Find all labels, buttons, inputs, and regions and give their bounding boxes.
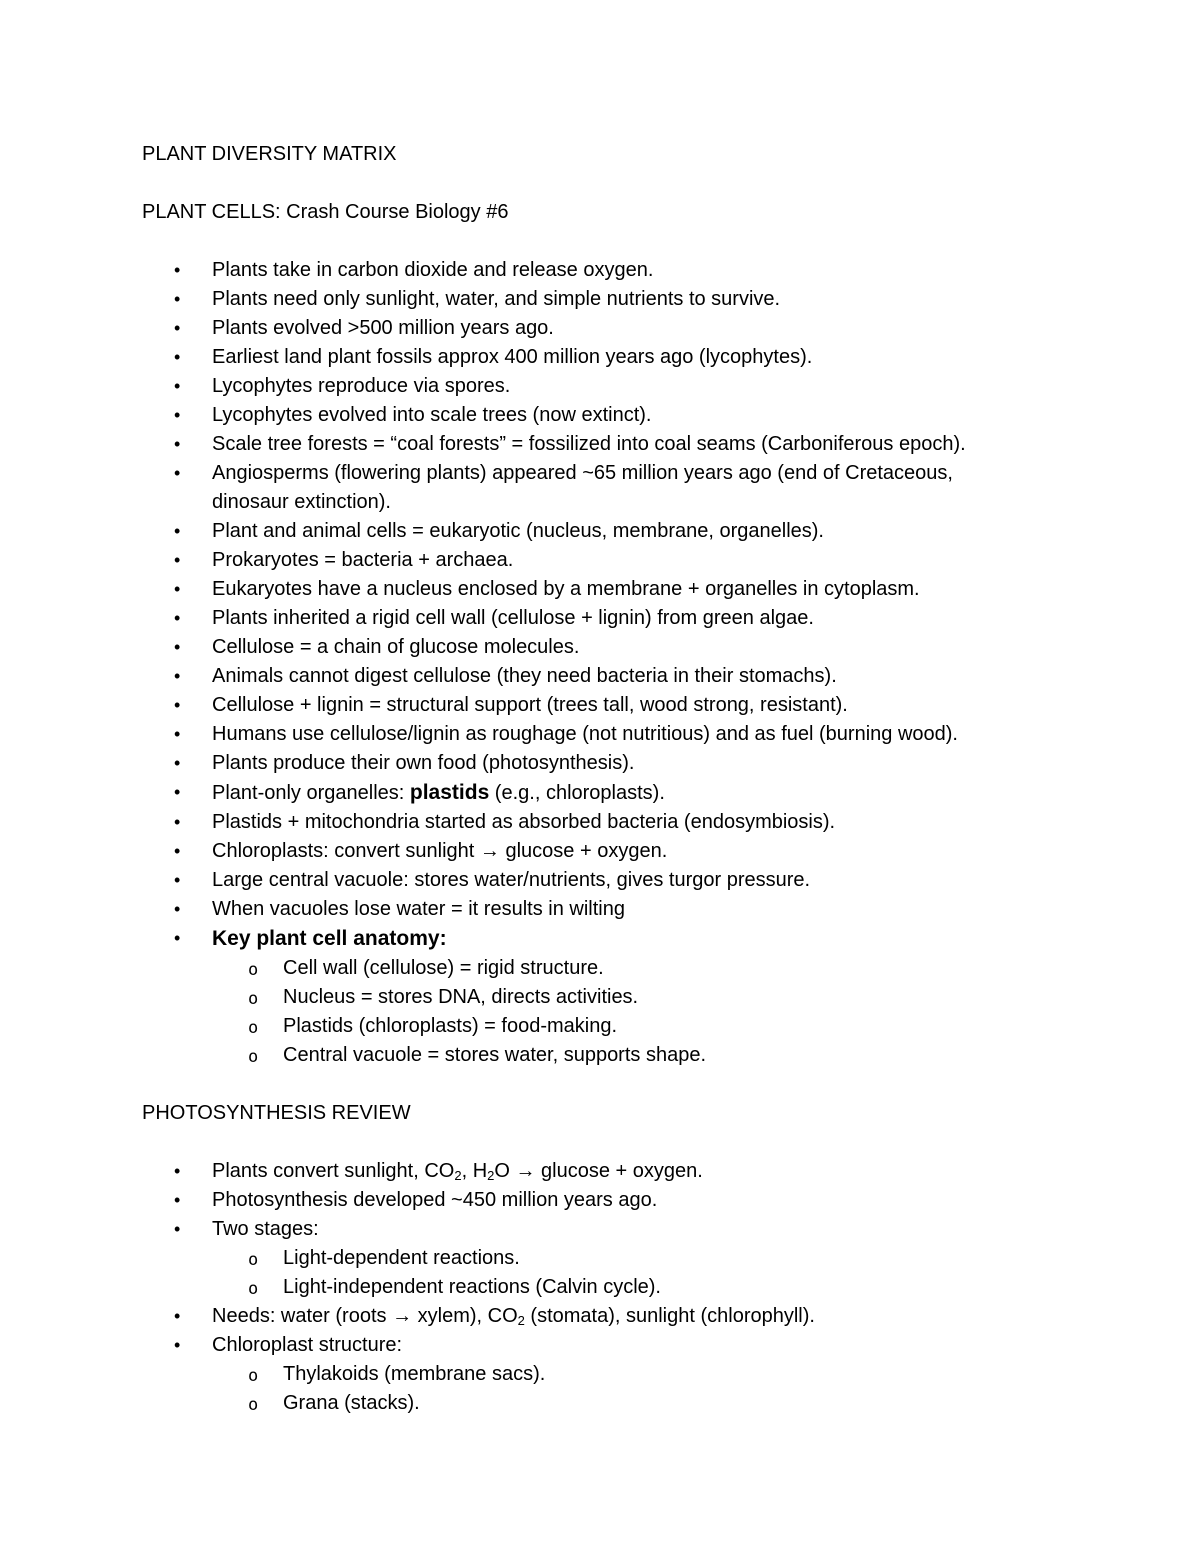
list-item: • Plastids + mitochondria started as absorbed bacteria (endosymbiosis). <box>142 808 1042 837</box>
list-item: • Plants inherited a rigid cell wall (cellulose + lignin) from green algae. <box>142 604 1042 633</box>
sub-list-item: o Light-dependent reactions. <box>142 1244 1042 1273</box>
bullet-icon: • <box>174 347 181 367</box>
photosynthesis-list <box>142 1157 1042 1418</box>
bullet-icon: • <box>174 695 181 715</box>
bullet-icon: • <box>174 812 181 832</box>
list-item: • Plant and animal cells = eukaryotic (nucleus, membrane, organelles). <box>142 517 1042 546</box>
bullet-icon: • <box>174 1161 181 1181</box>
list-item: • Chloroplasts: convert sunlight → glucose + oxygen. <box>142 837 1042 866</box>
circle-bullet-icon: o <box>248 960 259 980</box>
list-item: • Cellulose = a chain of glucose molecules. <box>142 633 1042 662</box>
bullet-icon: • <box>174 579 181 599</box>
list-item: • Two stages: <box>142 1215 1042 1244</box>
bullet-icon: • <box>174 637 181 657</box>
sub-list-item: o Nucleus = stores DNA, directs activities. <box>142 983 1042 1012</box>
list-item: • Plants need only sunlight, water, and simple nutrients to survive. <box>142 285 1042 314</box>
list-item: • Lycophytes reproduce via spores. <box>142 372 1042 401</box>
list-item: • Plants convert sunlight, $CO_2$, $H_2O \to glucose$ + oxygen. <box>142 1157 1042 1186</box>
bullet-icon: • <box>174 753 181 773</box>
list-item-anatomy-heading: • Key plant cell anatomy: <box>142 924 1042 954</box>
list-item: • Cellulose + lignin = structural support (trees tall, wood strong, resistant). <box>142 691 1042 720</box>
bullet-icon: • <box>174 260 181 280</box>
sub-list-item: o Plastids (chloroplasts) = food-making. <box>142 1012 1042 1041</box>
bullet-icon: • <box>174 782 181 802</box>
bullet-icon: • <box>174 928 181 948</box>
sub-list-item: o Cell wall (cellulose) = rigid structure. <box>142 954 1042 983</box>
bullet-icon: • <box>174 841 181 861</box>
sub-list-item: o Central vacuole = stores water, supports shape. <box>142 1041 1042 1070</box>
circle-bullet-icon: o <box>248 989 259 1009</box>
list-item: • Large central vacuole: stores water/nutrients, gives turgor pressure. <box>142 866 1042 895</box>
bullet-icon: • <box>174 724 181 744</box>
list-item: • Plants take in carbon dioxide and release oxygen. <box>142 256 1042 285</box>
plant-cells-list <box>142 256 1042 1070</box>
bullet-icon: • <box>174 666 181 686</box>
sub-list-item: o Light-independent reactions (Calvin cycle). <box>142 1273 1042 1302</box>
bullet-icon: • <box>174 1219 181 1239</box>
bullet-icon: • <box>174 550 181 570</box>
bullet-icon: • <box>174 870 181 890</box>
bullet-icon: • <box>174 521 181 541</box>
bullet-icon: • <box>174 1190 181 1210</box>
bullet-icon: • <box>174 899 181 919</box>
list-item: • Angiosperms (flowering plants) appeared ~65 million years ago (end of Cretaceous, dinosaur extinction). <box>142 459 1032 517</box>
circle-bullet-icon: o <box>248 1047 259 1067</box>
list-item: • Humans use cellulose/lignin as roughage (not nutritious) and as fuel (burning wood). <box>142 720 1042 749</box>
sub-list-item: o Thylakoids (membrane sacs). <box>142 1360 1042 1389</box>
list-item: • Animals cannot digest cellulose (they need bacteria in their stomachs). <box>142 662 1042 691</box>
section-heading-photosynthesis: PHOTOSYNTHESIS REVIEW <box>142 1102 411 1124</box>
circle-bullet-icon: o <box>248 1279 259 1299</box>
emphasis-plastids: plastids <box>409 781 490 804</box>
circle-bullet-icon: o <box>248 1250 259 1270</box>
sub-list-item: o Grana (stacks). <box>142 1389 1042 1418</box>
bullet-icon: • <box>174 1306 181 1326</box>
list-item: • Prokaryotes = bacteria + archaea. <box>142 546 1042 575</box>
circle-bullet-icon: o <box>248 1395 259 1415</box>
document-title: PLANT DIVERSITY MATRIX <box>142 143 397 165</box>
document-body <box>142 140 1042 1418</box>
bullet-icon: • <box>174 608 181 628</box>
bullet-icon: • <box>174 318 181 338</box>
list-item: • Needs: water (roots → xylem), $CO_2$ (stomata), sunlight (chlorophyll). <box>142 1302 1042 1331</box>
list-item: • Plants evolved >500 million years ago. <box>142 314 1042 343</box>
list-item: • Plant-only organelles: plastids (e.g., chloroplasts). <box>142 778 1042 808</box>
list-item: • When vacuoles lose water = it results in wilting <box>142 895 1042 924</box>
bullet-icon: • <box>174 434 181 454</box>
list-item: • Plants produce their own food (photosynthesis). <box>142 749 1042 778</box>
list-item: • Scale tree forests = “coal forests” = fossilized into coal seams (Carboniferous epoch). <box>142 430 1042 459</box>
section-heading-plant-cells: PLANT CELLS: Crash Course Biology #6 <box>142 201 509 223</box>
bullet-icon: • <box>174 463 181 483</box>
circle-bullet-icon: o <box>248 1366 259 1386</box>
list-item: • Earliest land plant fossils approx 400 million years ago (lycophytes). <box>142 343 1042 372</box>
bullet-icon: • <box>174 376 181 396</box>
list-item: • Photosynthesis developed ~450 million years ago. <box>142 1186 1042 1215</box>
bullet-icon: • <box>174 289 181 309</box>
bullet-icon: • <box>174 1335 181 1355</box>
list-item: • Lycophytes evolved into scale trees (now extinct). <box>142 401 1042 430</box>
list-item: • Eukaryotes have a nucleus enclosed by a membrane + organelles in cytoplasm. <box>142 575 1042 604</box>
circle-bullet-icon: o <box>248 1018 259 1038</box>
list-item: • Chloroplast structure: <box>142 1331 1042 1360</box>
bullet-icon: • <box>174 405 181 425</box>
